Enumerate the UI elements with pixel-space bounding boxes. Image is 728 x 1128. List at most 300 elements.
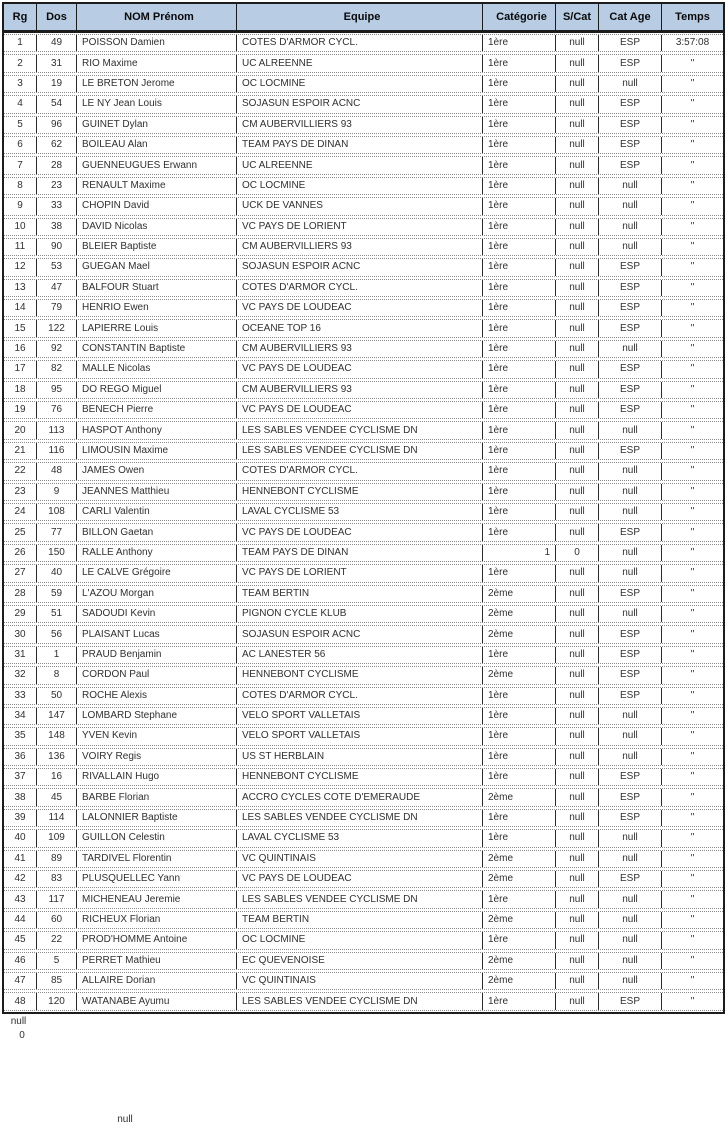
cell-temps: null [117, 1113, 133, 1125]
cell-equipe: VELO SPORT VALLETAIS [237, 728, 483, 744]
cell-equipe: SOJASUN ESPOIR ACNC [237, 259, 483, 275]
cell-dos: 40 [37, 565, 77, 581]
cell-categorie: 1 [483, 545, 556, 561]
cell-rg: 13 [4, 280, 37, 296]
cell-scat: null [556, 239, 599, 255]
cell-rg: 42 [4, 871, 37, 887]
cell-scat: null [556, 504, 599, 520]
cell-dos: 48 [37, 463, 77, 479]
cell-categorie: 1ère [483, 443, 556, 459]
cell-catage: null [599, 830, 662, 846]
cell-rg: 27 [4, 565, 37, 581]
cell-equipe: VC PAYS DE LOUDEAC [237, 524, 483, 540]
cell-dos: 109 [37, 830, 77, 846]
cell-temps: " [690, 791, 695, 803]
cell-nom: TARDIVEL Florentin [77, 851, 237, 867]
cell-catage: ESP [599, 586, 662, 602]
cell-nom: RIVALLAIN Hugo [77, 769, 237, 785]
table-row [4, 809, 723, 827]
cell-nom: RIO Maxime [77, 55, 237, 71]
cell-catage: ESP [599, 382, 662, 398]
cell-nom [2, 1044, 162, 1058]
table-row [4, 707, 723, 725]
cell-scat [2, 1086, 45, 1100]
table-row [4, 870, 723, 888]
cell-dos: 51 [37, 606, 77, 622]
cell-nom: GUINET Dylan [77, 117, 237, 133]
cell-rg: 29 [4, 606, 37, 622]
cell-dos: 45 [37, 789, 77, 805]
cell-temps: " [690, 98, 695, 110]
cell-categorie: 1ère [483, 280, 556, 296]
table-row [4, 911, 723, 929]
cell-rg: 24 [4, 504, 37, 520]
cell-scat: null [556, 35, 599, 51]
cell-scat: null [556, 178, 599, 194]
cell-temps: " [690, 750, 695, 762]
cell-equipe: VC PAYS DE LORIENT [237, 565, 483, 581]
cell-equipe: OC LOCMINE [237, 178, 483, 194]
cell-nom: SADOUDI Kevin [77, 606, 237, 622]
cell-temps: " [690, 913, 695, 925]
cell-rg: 28 [4, 586, 37, 602]
table-row [4, 442, 723, 460]
cell-nom: MICHENEAU Jeremie [77, 891, 237, 907]
table-row [4, 890, 723, 908]
cell-scat: null [556, 626, 599, 642]
cell-temps: " [690, 241, 695, 253]
table-row [4, 727, 723, 745]
cell-dos: 0 [19, 1029, 25, 1041]
cell-categorie: 1ère [483, 239, 556, 255]
table-row [4, 54, 723, 72]
cell-nom: BLEIER Baptiste [77, 239, 237, 255]
cell-nom: DO REGO Miguel [77, 382, 237, 398]
table-row [4, 992, 723, 1010]
cell-nom: POISSON Damien [77, 35, 237, 51]
cell-scat: null [556, 688, 599, 704]
cell-scat: null [556, 728, 599, 744]
cell-catage: ESP [599, 688, 662, 704]
cell-equipe: VC PAYS DE LORIENT [237, 219, 483, 235]
cell-categorie: 1ère [483, 830, 556, 846]
cell-categorie: 2ème [483, 973, 556, 989]
cell-dos: 60 [37, 912, 77, 928]
cell-categorie: 1ère [483, 422, 556, 438]
cell-temps: " [690, 587, 695, 599]
table-row [4, 850, 723, 868]
header-cell-scat: S/Cat [556, 4, 599, 30]
cell-nom: DAVID Nicolas [77, 219, 237, 235]
table-row [4, 136, 723, 154]
cell-catage: ESP [599, 280, 662, 296]
cell-equipe: VELO SPORT VALLETAIS [237, 708, 483, 724]
table-row [4, 238, 723, 256]
cell-nom: GUENNEUGUES Erwann [77, 157, 237, 173]
cell-categorie: 1ère [483, 35, 556, 51]
cell-temps: " [690, 771, 695, 783]
cell-scat: null [556, 810, 599, 826]
cell-dos: 116 [37, 443, 77, 459]
cell-dos: 108 [37, 504, 77, 520]
cell-equipe: CM AUBERVILLIERS 93 [237, 341, 483, 357]
cell-catage: ESP [599, 647, 662, 663]
cell-categorie: 1ère [483, 484, 556, 500]
cell-dos: 16 [37, 769, 77, 785]
cell-catage: null [599, 749, 662, 765]
cell-categorie: 2ème [483, 851, 556, 867]
cell-catage: null [599, 932, 662, 948]
cell-categorie: 1ère [483, 749, 556, 765]
cell-scat: null [556, 463, 599, 479]
header-cell-catage: Cat Age [599, 4, 662, 30]
cell-temps: " [690, 424, 695, 436]
cell-scat: null [556, 402, 599, 418]
cell-temps: " [690, 669, 695, 681]
cell-rg: 11 [4, 239, 37, 255]
cell-scat: null [556, 708, 599, 724]
cell-rg: 32 [4, 667, 37, 683]
cell-nom: PERRET Mathieu [77, 953, 237, 969]
cell-catage: null [599, 545, 662, 561]
cell-catage: ESP [599, 871, 662, 887]
cell-dos: 19 [37, 76, 77, 92]
cell-dos: 82 [37, 361, 77, 377]
cell-rg: 37 [4, 769, 37, 785]
cell-scat: null [556, 137, 599, 153]
cell-temps: " [690, 648, 695, 660]
cell-dos: 89 [37, 851, 77, 867]
cell-rg: 8 [4, 178, 37, 194]
cell-catage: null [599, 973, 662, 989]
table-row [4, 483, 723, 501]
cell-catage: ESP [599, 55, 662, 71]
cell-catage: ESP [599, 117, 662, 133]
cell-catage: null [599, 219, 662, 235]
cell-dos: 59 [37, 586, 77, 602]
table-row [4, 687, 723, 705]
header-cell-temps: Temps [675, 11, 710, 23]
table-row [4, 605, 723, 623]
cell-equipe: VC QUINTINAIS [237, 973, 483, 989]
table-row [4, 34, 723, 52]
table-row [4, 544, 723, 562]
cell-temps: " [690, 730, 695, 742]
cell-equipe: TEAM BERTIN [237, 912, 483, 928]
cell-catage: ESP [599, 96, 662, 112]
cell-catage: null [599, 484, 662, 500]
cell-catage: null [599, 239, 662, 255]
cell-dos: 79 [37, 300, 77, 316]
table-row [4, 952, 723, 970]
cell-dos: 117 [37, 891, 77, 907]
cell-dos: 54 [37, 96, 77, 112]
cell-temps: " [690, 995, 695, 1007]
cell-scat: null [556, 96, 599, 112]
cell-scat: null [556, 912, 599, 928]
cell-equipe: COTES D'ARMOR CYCL. [237, 463, 483, 479]
cell-catage: ESP [599, 300, 662, 316]
cell-nom: LE CALVE Grégoire [77, 565, 237, 581]
cell-catage: null [599, 565, 662, 581]
cell-nom: GUEGAN Mael [77, 259, 237, 275]
cell-nom: ALLAIRE Dorian [77, 973, 237, 989]
cell-scat: null [556, 117, 599, 133]
cell-catage: ESP [599, 789, 662, 805]
cell-rg: 47 [4, 973, 37, 989]
cell-scat: null [556, 361, 599, 377]
table-header [4, 4, 723, 33]
cell-scat: null [556, 198, 599, 214]
cell-rg: 2 [4, 55, 37, 71]
cell-nom: LE BRETON Jerome [77, 76, 237, 92]
cell-temps: " [690, 546, 695, 558]
cell-dos: 38 [37, 219, 77, 235]
cell-scat: null [556, 871, 599, 887]
table-row [4, 523, 723, 541]
cell-equipe: LAVAL CYCLISME 53 [237, 830, 483, 846]
cell-nom: MALLE Nicolas [77, 361, 237, 377]
table-row [4, 788, 723, 806]
cell-temps: 3:57:08 [675, 37, 710, 49]
cell-rg: 4 [4, 96, 37, 112]
cell-categorie: 1ère [483, 382, 556, 398]
cell-equipe [2, 1058, 248, 1072]
cell-nom: RALLE Anthony [77, 545, 237, 561]
cell-scat: null [556, 749, 599, 765]
table-row [4, 462, 723, 480]
cell-rg: 20 [4, 422, 37, 438]
cell-catage: null [599, 851, 662, 867]
cell-temps: " [690, 567, 695, 579]
cell-scat: null [556, 76, 599, 92]
cell-categorie: 1ère [483, 810, 556, 826]
cell-rg: 23 [4, 484, 37, 500]
table-row [4, 156, 723, 174]
cell-rg: 30 [4, 626, 37, 642]
cell-rg: 43 [4, 891, 37, 907]
cell-rg: 46 [4, 953, 37, 969]
cell-dos: 33 [37, 198, 77, 214]
cell-rg: 39 [4, 810, 37, 826]
cell-nom: RENAULT Maxime [77, 178, 237, 194]
cell-temps: " [690, 281, 695, 293]
cell-equipe: TEAM BERTIN [237, 586, 483, 602]
cell-scat: null [556, 993, 599, 1009]
cell-rg: 38 [4, 789, 37, 805]
cell-dos: 31 [37, 55, 77, 71]
cell-temps: " [690, 261, 695, 273]
cell-rg: 17 [4, 361, 37, 377]
cell-categorie: 1ère [483, 361, 556, 377]
cell-rg: 41 [4, 851, 37, 867]
cell-nom: JAMES Owen [77, 463, 237, 479]
cell-temps: " [690, 343, 695, 355]
cell-dos: 114 [37, 810, 77, 826]
cell-dos: 56 [37, 626, 77, 642]
cell-categorie: 1ère [483, 993, 556, 1009]
cell-categorie: 2ème [483, 586, 556, 602]
cell-categorie: 1ère [483, 76, 556, 92]
cell-temps: " [690, 832, 695, 844]
cell-nom: CARLI Valentin [77, 504, 237, 520]
cell-catage [2, 1100, 65, 1114]
cell-nom: JEANNES Matthieu [77, 484, 237, 500]
cell-nom: L'AZOU Morgan [77, 586, 237, 602]
cell-scat: null [556, 341, 599, 357]
table-row [4, 319, 723, 337]
cell-nom: ROCHE Alexis [77, 688, 237, 704]
cell-temps: " [690, 159, 695, 171]
table-row [4, 197, 723, 215]
cell-dos: 8 [37, 667, 77, 683]
cell-equipe: UC ALREENNE [237, 55, 483, 71]
cell-nom: CORDON Paul [77, 667, 237, 683]
cell-equipe: CM AUBERVILLIERS 93 [237, 239, 483, 255]
cell-equipe: LES SABLES VENDEE CYCLISME DN [237, 891, 483, 907]
table-row [4, 360, 723, 378]
cell-rg: 45 [4, 932, 37, 948]
cell-equipe: AC LANESTER 56 [237, 647, 483, 663]
table-row [4, 564, 723, 582]
cell-scat: null [556, 606, 599, 622]
cell-equipe: SOJASUN ESPOIR ACNC [237, 626, 483, 642]
cell-temps: " [690, 526, 695, 538]
table-row [4, 95, 723, 113]
cell-scat: null [556, 953, 599, 969]
cell-temps: " [690, 954, 695, 966]
table-row [4, 585, 723, 603]
cell-temps: " [690, 893, 695, 905]
cell-catage: ESP [599, 137, 662, 153]
table-row [4, 646, 723, 664]
cell-equipe: VC PAYS DE LOUDEAC [237, 361, 483, 377]
cell-scat: null [556, 219, 599, 235]
cell-scat: null [556, 830, 599, 846]
cell-nom: GUILLON Celestin [77, 830, 237, 846]
cell-categorie: 1ère [483, 198, 556, 214]
cell-catage: ESP [599, 524, 662, 540]
cell-equipe: COTES D'ARMOR CYCL. [237, 35, 483, 51]
cell-rg: 21 [4, 443, 37, 459]
cell-dos: 53 [37, 259, 77, 275]
cell-nom: CONSTANTIN Baptiste [77, 341, 237, 357]
cell-dos: 90 [37, 239, 77, 255]
cell-temps: " [690, 873, 695, 885]
cell-temps: " [690, 465, 695, 477]
cell-equipe: HENNEBONT CYCLISME [237, 667, 483, 683]
cell-nom: LIMOUSIN Maxime [77, 443, 237, 459]
cell-equipe: SOJASUN ESPOIR ACNC [237, 96, 483, 112]
cell-categorie: 1ère [483, 178, 556, 194]
cell-rg: 35 [4, 728, 37, 744]
header-cell-categorie: Catégorie [483, 4, 556, 30]
cell-categorie: 1ère [483, 769, 556, 785]
cell-nom: WATANABE Ayumu [77, 993, 237, 1009]
cell-temps: " [690, 363, 695, 375]
cell-catage: ESP [599, 259, 662, 275]
cell-rg: 3 [4, 76, 37, 92]
cell-equipe: CM AUBERVILLIERS 93 [237, 382, 483, 398]
cell-temps: " [690, 812, 695, 824]
cell-categorie: 1ère [483, 728, 556, 744]
cell-dos: 23 [37, 178, 77, 194]
cell-categorie: 2ème [483, 912, 556, 928]
cell-temps: " [690, 179, 695, 191]
cell-scat: null [556, 484, 599, 500]
cell-catage: null [599, 198, 662, 214]
header-cell-dos: Dos [37, 4, 77, 30]
cell-catage: ESP [599, 667, 662, 683]
cell-equipe: VC PAYS DE LOUDEAC [237, 871, 483, 887]
cell-scat: null [556, 851, 599, 867]
cell-categorie: 2ème [483, 667, 556, 683]
cell-categorie: 1ère [483, 565, 556, 581]
cell-rg: 48 [4, 993, 37, 1009]
cell-scat: null [556, 382, 599, 398]
cell-catage: null [599, 912, 662, 928]
cell-temps: " [690, 220, 695, 232]
cell-temps: " [690, 57, 695, 69]
cell-scat: null [556, 422, 599, 438]
table-row [4, 421, 723, 439]
partial-next-row [2, 1016, 725, 1128]
cell-catage: null [599, 76, 662, 92]
cell-rg: 33 [4, 688, 37, 704]
cell-nom: HENRIO Ewen [77, 300, 237, 316]
table-row [4, 748, 723, 766]
cell-equipe: COTES D'ARMOR CYCL. [237, 280, 483, 296]
table-row [4, 299, 723, 317]
cell-temps: " [690, 710, 695, 722]
cell-rg: 1 [4, 35, 37, 51]
cell-equipe: PIGNON CYCLE KLUB [237, 606, 483, 622]
cell-equipe: VC QUINTINAIS [237, 851, 483, 867]
cell-scat: null [556, 565, 599, 581]
cell-equipe: HENNEBONT CYCLISME [237, 484, 483, 500]
cell-scat: null [556, 891, 599, 907]
cell-dos: 95 [37, 382, 77, 398]
cell-categorie: 1ère [483, 55, 556, 71]
cell-temps: " [690, 689, 695, 701]
cell-nom: PRAUD Benjamin [77, 647, 237, 663]
cell-scat: null [556, 55, 599, 71]
cell-scat: null [556, 769, 599, 785]
cell-categorie: 1ère [483, 117, 556, 133]
table-row [4, 258, 723, 276]
cell-equipe: US ST HERBLAIN [237, 749, 483, 765]
cell-nom: BILLON Gaetan [77, 524, 237, 540]
cell-scat: null [556, 300, 599, 316]
cell-nom: PROD'HOMME Antoine [77, 932, 237, 948]
cell-categorie: 1ère [483, 320, 556, 336]
cell-dos: 1 [37, 647, 77, 663]
cell-categorie: 2ème [483, 626, 556, 642]
cell-equipe: OC LOCMINE [237, 932, 483, 948]
cell-nom: HASPOT Anthony [77, 422, 237, 438]
cell-dos: 76 [37, 402, 77, 418]
cell-temps: " [690, 934, 695, 946]
cell-catage: null [599, 463, 662, 479]
cell-rg: 6 [4, 137, 37, 153]
cell-categorie: 1ère [483, 402, 556, 418]
cell-dos: 62 [37, 137, 77, 153]
cell-rg: 12 [4, 259, 37, 275]
cell-dos: 148 [37, 728, 77, 744]
cell-dos: 50 [37, 688, 77, 704]
cell-rg: 44 [4, 912, 37, 928]
table-body [4, 33, 723, 1012]
